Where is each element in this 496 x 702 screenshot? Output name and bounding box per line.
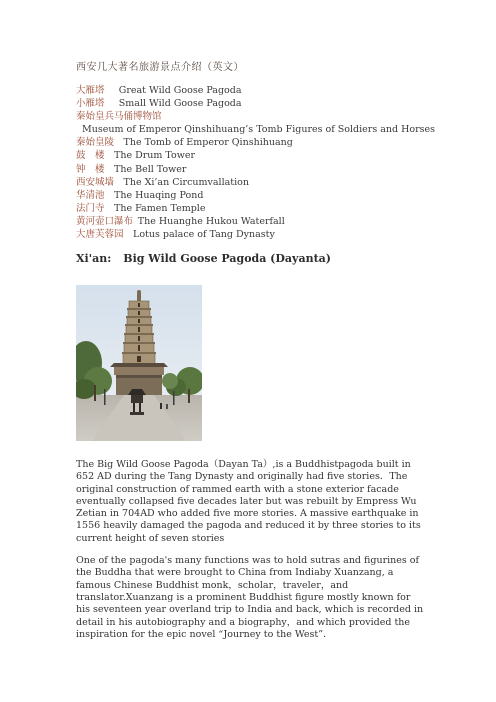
site-name-zh: 秦始皇陵 <box>76 137 115 149</box>
document-heading: 西安几大著名旅游景点介绍（英文） <box>76 62 244 73</box>
site-name-en: The Drum Tower <box>114 150 196 162</box>
site-name-en: The Bell Tower <box>114 163 187 175</box>
list-item <box>76 202 476 215</box>
site-name-en: The Huaqing Pond <box>114 189 204 201</box>
site-name-zh: 华清池 <box>76 189 105 201</box>
list-item <box>76 123 476 136</box>
attractions-list <box>76 84 476 241</box>
list-item <box>76 97 476 110</box>
list-item <box>76 149 476 162</box>
site-name-zh: 西安城墙 <box>76 176 115 188</box>
site-name-en: Small Wild Goose Pagoda <box>118 98 242 110</box>
list-item <box>76 110 476 123</box>
site-name-en: Museum of Emperor Qinshihuang’s Tomb Figures of Soldiers and Horses <box>82 124 436 136</box>
list-item <box>76 176 476 189</box>
site-name-zh: 法门寺 <box>76 202 105 214</box>
list-item <box>76 228 476 241</box>
list-item <box>76 84 476 97</box>
site-name-zh: 钟 楼 <box>76 163 105 175</box>
list-item <box>76 215 476 228</box>
site-name-zh: 鼓 楼 <box>76 150 105 162</box>
article-body <box>76 459 424 651</box>
site-name-zh: 大雁塔 <box>76 85 105 96</box>
paragraph: One of the pagoda's many functions was to hold sutras and figurines of the Buddha that were brought to China from Indiaby Xuanzang, a famous Chinese Buddhist monk，scholar，traveler，and translator.Xuanzang is a prominent Buddhist figure mostly known for his seventeen year overland trip to India and back, which is recorded in detail in his autobiography and a biography，and which provided the inspiration for the epic novel “Journey to the West”． <box>76 555 424 640</box>
site-name-zh: 黄河壶口瀑布 <box>76 215 134 227</box>
site-name-en: The Huanghe Hukou Waterfall <box>137 215 285 227</box>
list-item <box>76 189 476 202</box>
pagoda-photo <box>76 285 202 441</box>
section-title <box>76 252 331 265</box>
section-city: Xi'an: <box>76 252 112 265</box>
site-name-zh: 秦始皇兵马俑博物馆 <box>76 111 162 123</box>
list-item <box>76 136 476 149</box>
site-name-en: The Xi’an Circumvallation <box>123 176 249 188</box>
site-name-en: Lotus palace of Tang Dynasty <box>133 229 275 241</box>
list-item <box>76 163 476 176</box>
paragraph: The Big Wild Goose Pagoda（Dayan Ta）,is a Buddhistpagoda built in 652 AD during the Tang Dynasty and originally had five stories．The original construction of rammed earth with a stone exterior facade eventually collapsed five decades later but was rebuilt by Empress Wu Zetian in 704AD who added five more stories. A massive earthquake in 1556 heavily damaged the pagoda and reduced it by three stories to its current height of seven stories <box>76 459 421 544</box>
site-name-zh: 大唐芙蓉园 <box>76 229 124 241</box>
site-name-en: Great Wild Goose Pagoda <box>118 85 242 96</box>
site-name-en: The Famen Temple <box>114 202 206 214</box>
section-subject: Big Wild Goose Pagoda (Dayanta) <box>123 252 331 265</box>
site-name-zh: 小雁塔 <box>76 98 105 110</box>
site-name-en: The Tomb of Emperor Qinshihuang <box>123 137 293 149</box>
